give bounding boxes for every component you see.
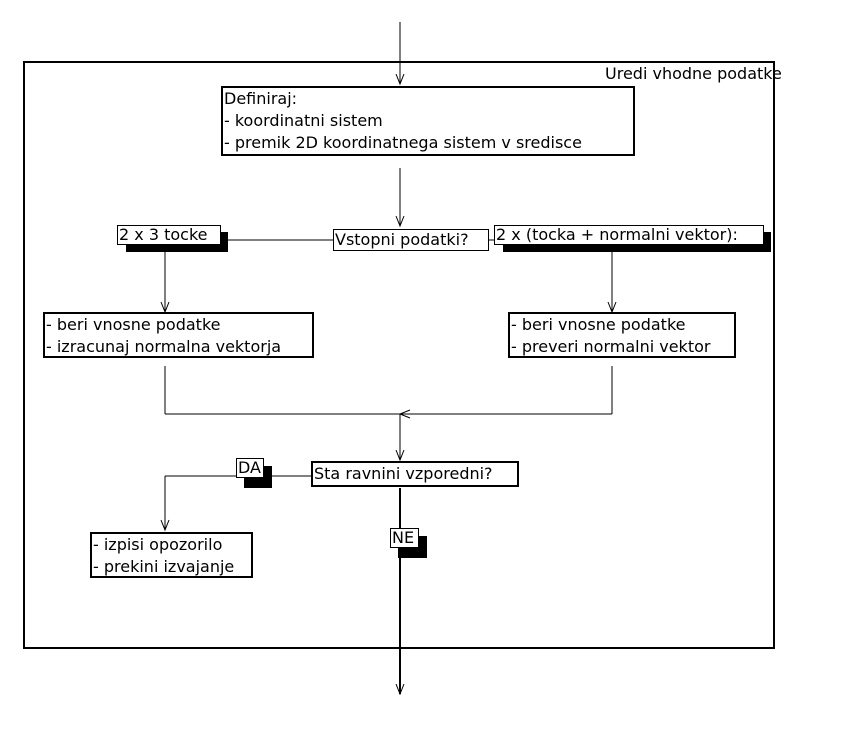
- warning-line-1: - izpisi opozorilo: [93, 535, 223, 554]
- branch-right-label: 2 x (tocka + normalni vektor):: [494, 225, 764, 245]
- yes-label: DA: [236, 458, 264, 478]
- right-process-box: [508, 312, 736, 358]
- define-line-3: - premik 2D koordinatnega sistem v sredisce: [224, 133, 582, 152]
- decision-input: Vstopni podatki?: [333, 229, 489, 251]
- branch-left-label: 2 x 3 tocke: [117, 225, 221, 245]
- no-label: NE: [390, 528, 419, 548]
- warning-box: [90, 532, 253, 578]
- right-process-line-2: - preveri normalni vektor: [511, 337, 711, 356]
- warning-line-2: - prekini izvajanje: [93, 557, 235, 576]
- decision-parallel: Sta ravnini vzporedni?: [311, 461, 519, 487]
- right-process-line-1: - beri vnosne podatke: [511, 315, 686, 334]
- define-box: [221, 86, 635, 156]
- left-process-line-2: - izracunaj normalna vektorja: [46, 337, 282, 356]
- left-process-box: [43, 312, 314, 358]
- frame-title: Uredi vhodne podatke: [605, 64, 782, 83]
- left-process-line-1: - beri vnosne podatke: [46, 315, 221, 334]
- define-line-2: - koordinatni sistem: [224, 111, 383, 130]
- define-line-1: Definiraj:: [224, 89, 298, 108]
